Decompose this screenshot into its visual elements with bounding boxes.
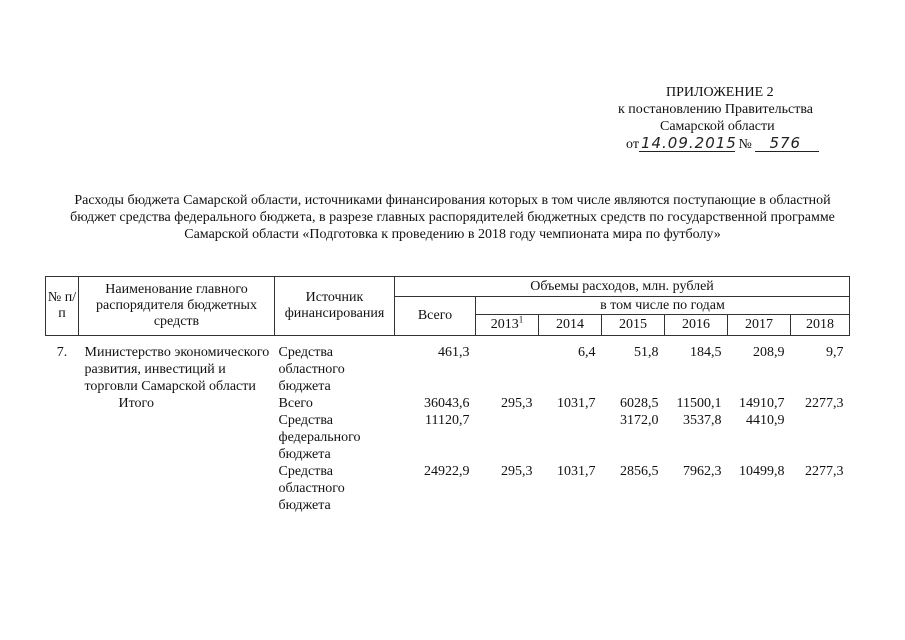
handwritten-number: 576 [755, 136, 819, 152]
row-value-2016: 3537,8 [683, 413, 722, 428]
row-value-2015: 3172,0 [620, 413, 659, 428]
row-number [46, 463, 79, 514]
header-total: Всего [395, 297, 476, 336]
row-value-2017: 4410,9 [746, 413, 785, 428]
header-year-2016: 2016 [665, 315, 728, 336]
row-source: Средства областного бюджета [278, 464, 345, 513]
row-value-2015: 51,8 [634, 345, 659, 360]
header-volumes: Объемы расходов, млн. рублей [395, 277, 850, 297]
table-row [46, 412, 850, 463]
header-year-2018: 2018 [791, 315, 850, 336]
header-year-2013: 2013$^1$ [476, 315, 539, 336]
date-prefix: от [626, 137, 639, 152]
row-value-2018: 2277,3 [805, 396, 844, 411]
row-name: Итого [118, 396, 154, 411]
row-value-2018: 2277,3 [805, 464, 844, 479]
expenses-table [45, 276, 850, 514]
row-number [46, 395, 79, 412]
row-value-2018 [791, 412, 850, 463]
row-source: Средства областного бюджета [278, 345, 345, 394]
row-value-2013: 295,3 [501, 464, 533, 479]
header-source: Источник финансирования [275, 277, 395, 336]
appendix-resolution-line: к постановлению Правительства [618, 102, 814, 117]
row-value-2016: 11500,1 [676, 396, 722, 411]
handwritten-date: 14.09.2015 [640, 134, 737, 152]
row-total: 11120,7 [425, 413, 470, 428]
row-value-2016: 184,5 [690, 345, 722, 360]
row-value-2016: 7962,3 [683, 464, 722, 479]
header-name: Наименование главного распорядителя бюджетных средств [79, 277, 275, 336]
row-source: Всего [278, 396, 313, 411]
row-value-2018: 9,7 [826, 345, 844, 360]
row-number: 7. [56, 345, 68, 360]
row-value-2013 [476, 344, 539, 395]
row-value-2015: 6028,5 [620, 396, 659, 411]
table-row [46, 463, 850, 514]
row-name: Министерство экономического развития, инвестиций и торговли Самарской области [84, 345, 270, 394]
row-value-2015: 2856,5 [620, 464, 659, 479]
appendix-date-number-line [626, 136, 819, 153]
header-year-2014: 2014 [539, 315, 602, 336]
document-title: Расходы бюджета Самарской области, источниками финансирования которых в том числе являются поступающие в областной бюджет средства федерального бюджета, в разрезе главных распорядителей бюджетных средств по государственной программе Самарской области «Подготовка к проведению в 2018 году чемпионата мира по футболу» [70, 193, 835, 242]
row-value-2017: 208,9 [753, 345, 785, 360]
table-row [46, 395, 850, 412]
number-prefix: № [738, 137, 752, 152]
row-value-2013: 295,3 [501, 396, 533, 411]
header-by-years: в том числе по годам [476, 297, 850, 315]
row-name [79, 412, 275, 463]
header-year-2015: 2015 [602, 315, 665, 336]
appendix-region-line: Самарской области [660, 119, 775, 134]
row-source: Средства федерального бюджета [278, 413, 361, 462]
appendix-title: ПРИЛОЖЕНИЕ 2 [666, 85, 774, 100]
row-value-2014: 1031,7 [557, 464, 596, 479]
row-total: 24922,9 [424, 464, 470, 479]
row-total: 36043,6 [424, 396, 470, 411]
row-value-2014 [539, 412, 602, 463]
row-value-2013 [476, 412, 539, 463]
row-name [79, 463, 275, 514]
header-no: № п/п [46, 277, 79, 336]
row-total: 461,3 [438, 345, 470, 360]
row-value-2017: 14910,7 [739, 396, 785, 411]
header-year-2017: 2017 [728, 315, 791, 336]
footnote-marker: 1 [518, 314, 524, 325]
row-number [46, 412, 79, 463]
row-value-2014: 6,4 [578, 345, 596, 360]
table-row [46, 344, 850, 395]
row-value-2014: 1031,7 [557, 396, 596, 411]
row-value-2017: 10499,8 [739, 464, 785, 479]
